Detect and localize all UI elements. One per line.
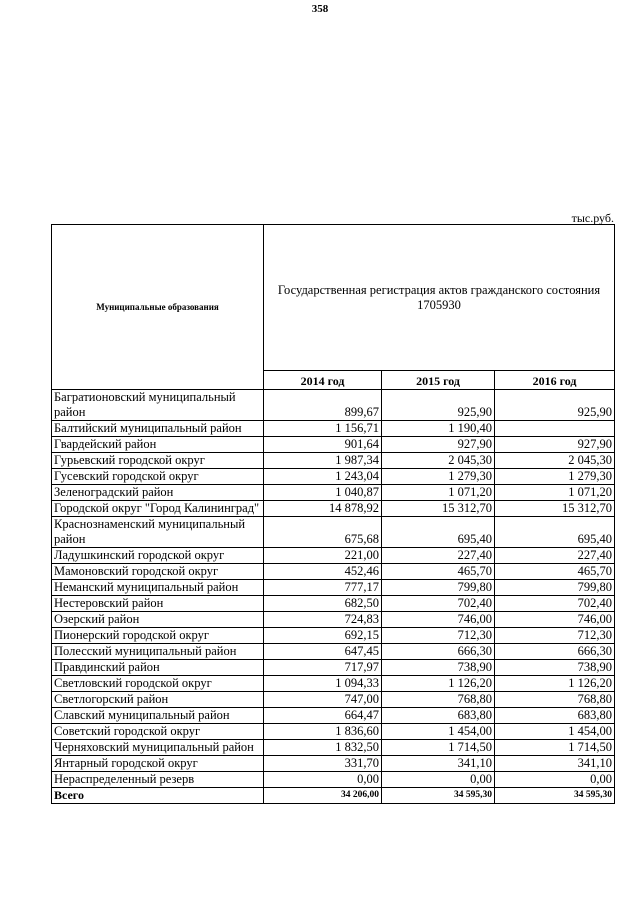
value-2014-cell: 777,17 bbox=[264, 580, 382, 596]
value-2014-cell: 221,00 bbox=[264, 548, 382, 564]
table-row bbox=[52, 740, 615, 756]
table-row bbox=[52, 676, 615, 692]
value-2014-cell: 0,00 bbox=[264, 772, 382, 788]
table-row bbox=[52, 501, 615, 517]
table-row bbox=[52, 485, 615, 501]
header-title-text: Государственная регистрация актов гражданского состояния bbox=[277, 282, 601, 297]
table-row bbox=[52, 660, 615, 676]
row-name-cell: Славский муниципальный район bbox=[52, 708, 264, 724]
value-2014-cell: 1 832,50 bbox=[264, 740, 382, 756]
value-2016-cell: 1 279,30 bbox=[495, 469, 615, 485]
table-body bbox=[52, 390, 615, 804]
value-2015-cell: 683,80 bbox=[382, 708, 495, 724]
units-label: тыс.руб. bbox=[571, 211, 614, 225]
row-name-cell: Багратионовский муниципальный район bbox=[52, 390, 264, 421]
table-row bbox=[52, 453, 615, 469]
value-2015-cell: 34 595,30 bbox=[382, 788, 495, 804]
row-name-cell: Гурьевский городской округ bbox=[52, 453, 264, 469]
value-2016-cell: 925,90 bbox=[495, 390, 615, 421]
value-2016-cell: 799,80 bbox=[495, 580, 615, 596]
row-name-cell: Нестеровский район bbox=[52, 596, 264, 612]
row-name-cell: Гусевский городской округ bbox=[52, 469, 264, 485]
value-2016-cell: 1 454,00 bbox=[495, 724, 615, 740]
value-2015-cell: 2 045,30 bbox=[382, 453, 495, 469]
value-2016-cell: 712,30 bbox=[495, 628, 615, 644]
value-2014-cell: 664,47 bbox=[264, 708, 382, 724]
row-name-cell: Гвардейский район bbox=[52, 437, 264, 453]
value-2015-cell: 1 071,20 bbox=[382, 485, 495, 501]
value-2015-cell: 1 126,20 bbox=[382, 676, 495, 692]
table-row bbox=[52, 708, 615, 724]
value-2014-cell: 901,64 bbox=[264, 437, 382, 453]
value-2016-cell: 0,00 bbox=[495, 772, 615, 788]
value-2015-cell: 768,80 bbox=[382, 692, 495, 708]
row-name-cell: Черняховский муниципальный район bbox=[52, 740, 264, 756]
table-row bbox=[52, 437, 615, 453]
value-2014-cell: 899,67 bbox=[264, 390, 382, 421]
value-2014-cell: 34 206,00 bbox=[264, 788, 382, 804]
value-2014-cell: 1 040,87 bbox=[264, 485, 382, 501]
value-2016-cell: 927,90 bbox=[495, 437, 615, 453]
value-2016-cell: 666,30 bbox=[495, 644, 615, 660]
value-2015-cell: 746,00 bbox=[382, 612, 495, 628]
table-row bbox=[52, 421, 615, 437]
value-2015-cell: 15 312,70 bbox=[382, 501, 495, 517]
value-2014-cell: 331,70 bbox=[264, 756, 382, 772]
value-2015-cell: 702,40 bbox=[382, 596, 495, 612]
table-row bbox=[52, 724, 615, 740]
total-row bbox=[52, 788, 615, 804]
table-row bbox=[52, 756, 615, 772]
table-row bbox=[52, 612, 615, 628]
value-2016-cell: 1 126,20 bbox=[495, 676, 615, 692]
value-2016-cell: 34 595,30 bbox=[495, 788, 615, 804]
value-2016-cell: 15 312,70 bbox=[495, 501, 615, 517]
value-2014-cell: 682,50 bbox=[264, 596, 382, 612]
value-2015-cell: 0,00 bbox=[382, 772, 495, 788]
value-2014-cell: 1 243,04 bbox=[264, 469, 382, 485]
value-2014-cell: 1 094,33 bbox=[264, 676, 382, 692]
value-2014-cell: 1 836,60 bbox=[264, 724, 382, 740]
row-name-cell: Неманский муниципальный район bbox=[52, 580, 264, 596]
value-2014-cell: 692,15 bbox=[264, 628, 382, 644]
row-name-cell: Всего bbox=[52, 788, 264, 804]
value-2014-cell: 647,45 bbox=[264, 644, 382, 660]
value-2015-cell: 227,40 bbox=[382, 548, 495, 564]
budget-table bbox=[51, 224, 615, 804]
table-row bbox=[52, 390, 615, 421]
value-2016-cell: 768,80 bbox=[495, 692, 615, 708]
value-2015-cell: 341,10 bbox=[382, 756, 495, 772]
row-name-cell: Городской округ "Город Калининград" bbox=[52, 501, 264, 517]
column-header-municipalities: Муниципальные образования bbox=[52, 225, 264, 390]
table-row bbox=[52, 692, 615, 708]
year-2016-header: 2016 год bbox=[495, 371, 615, 390]
value-2015-cell: 927,90 bbox=[382, 437, 495, 453]
value-2015-cell: 738,90 bbox=[382, 660, 495, 676]
year-2014-header: 2014 год bbox=[264, 371, 382, 390]
value-2016-cell: 2 045,30 bbox=[495, 453, 615, 469]
value-2015-cell: 695,40 bbox=[382, 517, 495, 548]
value-2014-cell: 14 878,92 bbox=[264, 501, 382, 517]
value-2015-cell: 1 190,40 bbox=[382, 421, 495, 437]
value-2016-cell: 465,70 bbox=[495, 564, 615, 580]
value-2015-cell: 712,30 bbox=[382, 628, 495, 644]
value-2014-cell: 717,97 bbox=[264, 660, 382, 676]
value-2015-cell: 1 714,50 bbox=[382, 740, 495, 756]
value-2016-cell: 746,00 bbox=[495, 612, 615, 628]
value-2015-cell: 799,80 bbox=[382, 580, 495, 596]
row-name-cell: Правдинский район bbox=[52, 660, 264, 676]
row-name-cell: Светлогорский район bbox=[52, 692, 264, 708]
value-2016-cell bbox=[495, 421, 615, 437]
value-2015-cell: 925,90 bbox=[382, 390, 495, 421]
row-name-cell: Краснознаменский муниципальный район bbox=[52, 517, 264, 548]
table-row bbox=[52, 644, 615, 660]
table-row bbox=[52, 580, 615, 596]
row-name-cell: Пионерский городской округ bbox=[52, 628, 264, 644]
value-2016-cell: 683,80 bbox=[495, 708, 615, 724]
table-row bbox=[52, 469, 615, 485]
table-row bbox=[52, 628, 615, 644]
value-2014-cell: 675,68 bbox=[264, 517, 382, 548]
value-2016-cell: 702,40 bbox=[495, 596, 615, 612]
page-number: 358 bbox=[311, 3, 329, 15]
value-2014-cell: 452,46 bbox=[264, 564, 382, 580]
table-row bbox=[52, 564, 615, 580]
value-2014-cell: 724,83 bbox=[264, 612, 382, 628]
value-2016-cell: 227,40 bbox=[495, 548, 615, 564]
column-header-title bbox=[264, 225, 615, 371]
row-name-cell: Балтийский муниципальный район bbox=[52, 421, 264, 437]
header-code: 1705930 bbox=[417, 297, 461, 312]
value-2015-cell: 465,70 bbox=[382, 564, 495, 580]
row-name-cell: Советский городской округ bbox=[52, 724, 264, 740]
row-name-cell: Нераспределенный резерв bbox=[52, 772, 264, 788]
value-2016-cell: 341,10 bbox=[495, 756, 615, 772]
value-2015-cell: 1 279,30 bbox=[382, 469, 495, 485]
value-2016-cell: 738,90 bbox=[495, 660, 615, 676]
value-2015-cell: 1 454,00 bbox=[382, 724, 495, 740]
table-row bbox=[52, 596, 615, 612]
value-2016-cell: 1 714,50 bbox=[495, 740, 615, 756]
row-name-cell: Янтарный городской округ bbox=[52, 756, 264, 772]
row-name-cell: Ладушкинский городской округ bbox=[52, 548, 264, 564]
table-row bbox=[52, 517, 615, 548]
row-name-cell: Мамоновский городской округ bbox=[52, 564, 264, 580]
value-2016-cell: 695,40 bbox=[495, 517, 615, 548]
value-2015-cell: 666,30 bbox=[382, 644, 495, 660]
table-row bbox=[52, 772, 615, 788]
row-name-cell: Полесский муниципальный район bbox=[52, 644, 264, 660]
table-row bbox=[52, 548, 615, 564]
row-name-cell: Озерский район bbox=[52, 612, 264, 628]
year-2015-header: 2015 год bbox=[382, 371, 495, 390]
row-name-cell: Светловский городской округ bbox=[52, 676, 264, 692]
value-2014-cell: 1 987,34 bbox=[264, 453, 382, 469]
value-2014-cell: 1 156,71 bbox=[264, 421, 382, 437]
value-2014-cell: 747,00 bbox=[264, 692, 382, 708]
value-2016-cell: 1 071,20 bbox=[495, 485, 615, 501]
row-name-cell: Зеленоградский район bbox=[52, 485, 264, 501]
